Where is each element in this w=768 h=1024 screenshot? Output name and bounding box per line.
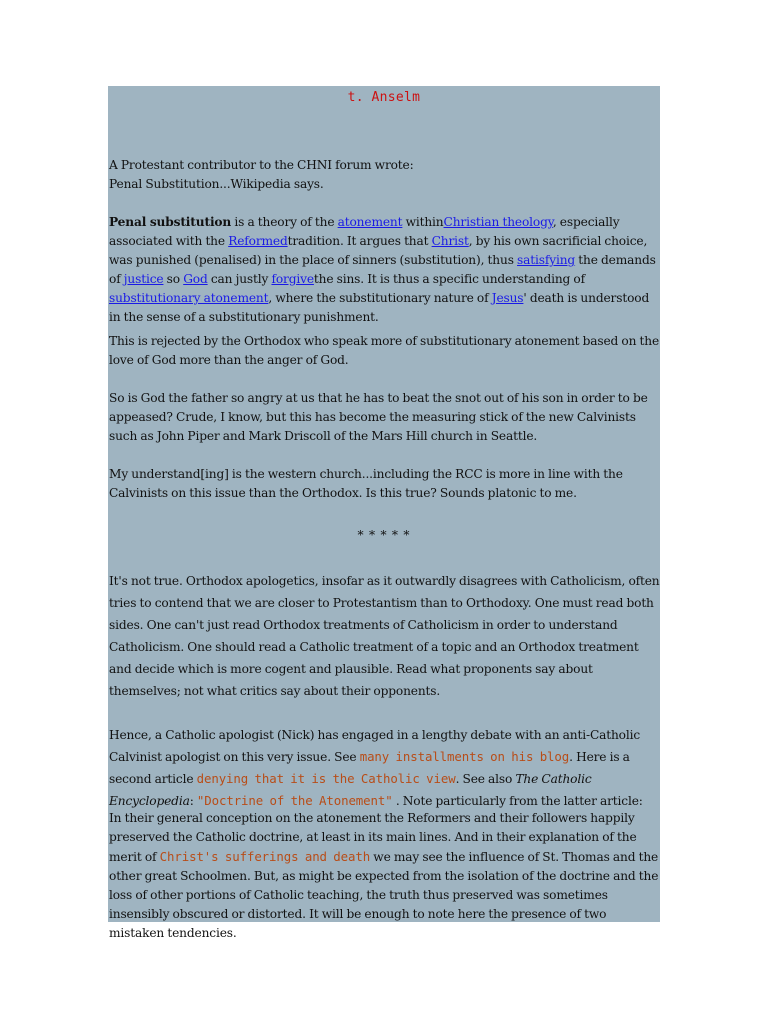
link-substitutionary-atonement[interactable]: substitutionary atonement <box>109 291 269 305</box>
link-god[interactable]: God <box>183 272 208 286</box>
quote-text: In their general conception on the atonement the Reformers and their followers happily preserved the Catholic doctrine, at least in its main lines. And in their explanation of the merit of <box>109 811 637 864</box>
intro-paragraph <box>109 156 660 194</box>
separator-stars: * * * * * <box>357 528 411 542</box>
link-christs-sufferings[interactable]: Christ's sufferings and death <box>159 849 371 864</box>
link-forgive[interactable]: forgive <box>271 272 314 286</box>
quote-text: the sins. It is thus a specific understanding of <box>313 272 585 286</box>
link-reformed[interactable]: Reformed <box>228 234 288 248</box>
link-jesus[interactable]: Jesus <box>491 291 524 305</box>
angry-god-paragraph: So is God the father so angry at us that he has to beat the snot out of his son in order to be appeased? Crude, I know, but this has become the measuring stick of the new Calvinists such as John Piper and Mark Driscoll of the Mars Hill church in Seattle. <box>109 391 648 443</box>
hence-text: . See also <box>455 772 516 786</box>
link-christian-theology[interactable]: Christian theology <box>443 215 553 229</box>
understanding-paragraph: My understand[ing] is the western church...including the RCC is more in line with the Calvinists on this issue than the Orthodox. Is this true? Sounds platonic to me. <box>109 467 623 500</box>
quote-text: so <box>163 272 184 286</box>
hence-paragraph <box>109 724 660 812</box>
quote-text: the demands of <box>109 253 656 286</box>
orthodox-paragraph: This is rejected by the Orthodox who speak more of substitutionary atonement based on the love of God more than the anger of God. <box>109 334 660 367</box>
intro-line-1: A Protestant contributor to the CHNI forum wrote: <box>109 158 414 172</box>
quote-text: , especially associated with the <box>109 215 620 248</box>
wikipedia-quote <box>109 213 660 327</box>
link-doctrine-of-atonement[interactable]: "Doctrine of the Atonement" <box>196 793 393 808</box>
term-penal-substitution: Penal substitution <box>109 215 232 229</box>
quote-text: ' death is understood in the sense of a substitutionary punishment. <box>109 291 650 324</box>
quote-text: , where the substitutionary nature of <box>268 291 492 305</box>
quote-text: is a theory of the <box>231 215 338 229</box>
catholic-encyclopedia-title: The Catholic Encyclopedia <box>109 772 592 808</box>
link-justice[interactable]: justice <box>123 272 164 286</box>
hence-text: : <box>189 794 197 808</box>
quote-text: tradition. It argues that <box>287 234 432 248</box>
hence-text: . Here is a second article <box>109 750 630 786</box>
reply-paragraph: It's not true. Orthodox apologetics, insofar as it outwardly disagrees with Catholicism, often tries to contend that we are closer to Protestantism than to Orthodoxy. One must read both sides. One can't just read Orthodox treatments of Catholicism in order to understand Catholicism. One should read a Catholic treatment of a topic and an Orthodox treatment and decide which is more cogent and plausible. Read what proponents say about themselves; not what critics say about their opponents. <box>109 574 660 698</box>
hence-text: Hence, a Catholic apologist (Nick) has engaged in a lengthy debate with an anti-Catholic Calvinist apologist on this very issue. See <box>109 728 641 764</box>
quote-text: , by his own sacrificial choice, was punished (penalised) in the place of sinners (substitution), thus <box>109 234 648 267</box>
quote-text: within <box>402 215 444 229</box>
page-title: t. Anselm <box>347 90 421 105</box>
link-atonement[interactable]: atonement <box>337 215 403 229</box>
document-panel <box>108 86 660 940</box>
encyclopedia-quote <box>109 809 660 943</box>
intro-line-2: Penal Substitution...Wikipedia says. <box>109 177 324 191</box>
link-many-installments[interactable]: many installments on his blog <box>359 749 570 764</box>
link-christ[interactable]: Christ <box>431 234 469 248</box>
quote-text: we may see the influence of St. Thomas and the other great Schoolmen. But, as might be expected from the isolation of the doctrine and the loss of other portions of Catholic teaching, the truth thus preserved was sometimes insensibly obscured or distorted. It will be enough to note here the presence of two mistaken tendencies. <box>109 850 659 940</box>
hence-text: . Note particularly from the latter article: <box>392 794 643 808</box>
link-satisfying[interactable]: satisfying <box>517 253 576 267</box>
link-denying-catholic-view[interactable]: denying that it is the Catholic view <box>196 771 456 786</box>
quote-text: can justly <box>207 272 272 286</box>
